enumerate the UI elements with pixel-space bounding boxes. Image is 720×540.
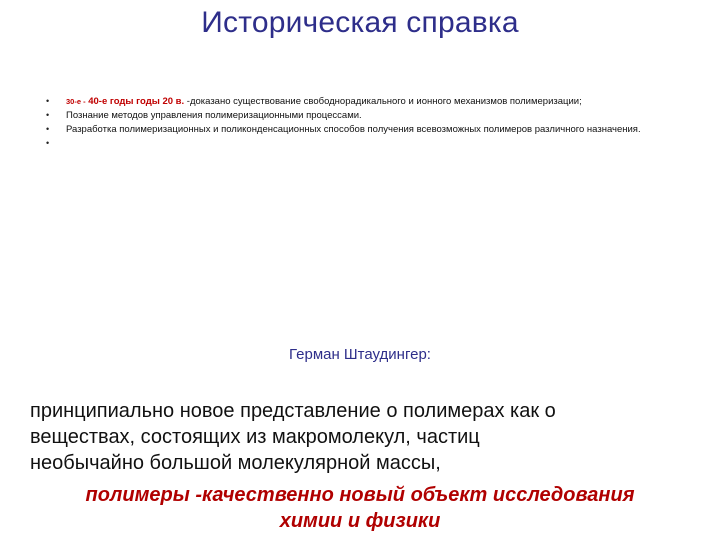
bullet-item-1 <box>46 96 714 107</box>
bullet-text: Познание методов управления полимеризационными процессами. <box>66 110 362 121</box>
slide-title: Историческая справка <box>201 6 519 39</box>
statement-line: необычайно большой молекулярной массы, <box>30 452 441 474</box>
bullet-item-3 <box>46 124 714 135</box>
emphasis-conclusion <box>0 482 720 534</box>
bullet-marker-icon: • <box>46 96 50 106</box>
statement-paragraph <box>30 398 710 476</box>
emphasis-line: химии и физики <box>279 510 441 532</box>
bullet-item-2 <box>46 110 714 121</box>
bullet-lead-period-b: 40-е годы годы 20 в. <box>85 96 185 107</box>
statement-line: веществах, состоящих из макромолекул, частиц <box>30 426 480 448</box>
statement-line: принципиально новое представление о полимерах как о <box>30 400 556 422</box>
bullet-text: -доказано существование свободнорадикального и ионного механизмов полимеризации; <box>184 96 582 107</box>
emphasis-line: полимеры -качественно новый объект исследования <box>85 484 635 506</box>
bullet-list <box>46 96 714 148</box>
bullet-marker-icon: • <box>46 124 50 134</box>
bullet-marker-icon: • <box>46 110 50 120</box>
bullet-lead-period-a: 30-е - <box>66 97 86 106</box>
person-name: Герман Штаудингер: <box>289 346 431 363</box>
bullet-text: Разработка полимеризационных и поликонденсационных способов получения всевозможных полимеров различного назначения. <box>66 124 641 135</box>
bullet-marker-icon: • <box>46 138 50 148</box>
